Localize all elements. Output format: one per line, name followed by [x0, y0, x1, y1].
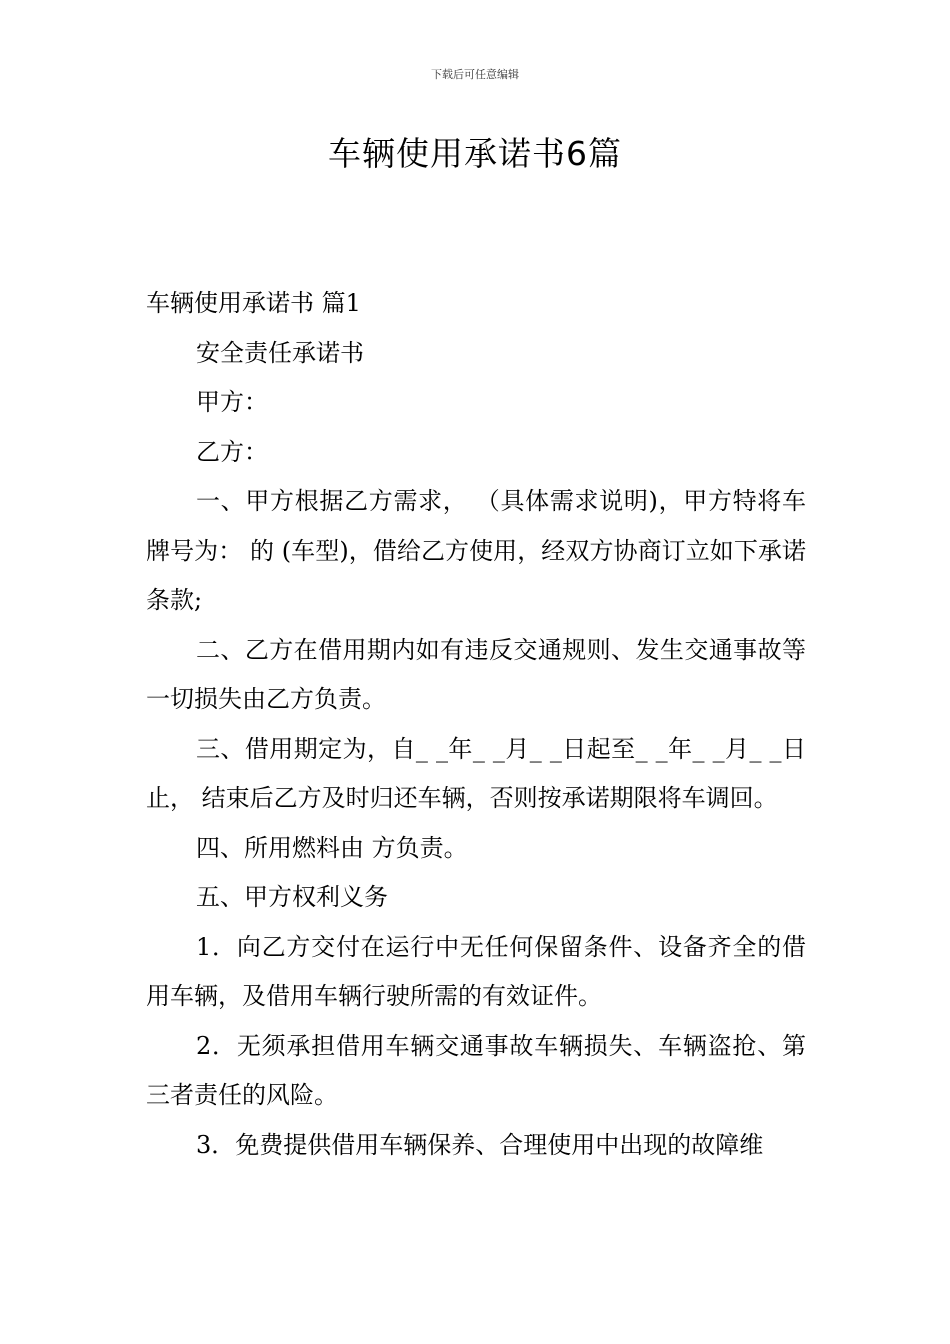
paragraph-clause-3: 三、借用期定为，自_ _年_ _月_ _日起至_ _年_ _月_ _日止， 结束后乙方及时归还车辆，否则按承诺期限将车调回。 [146, 734, 806, 812]
paragraph-clause-1: 一、甲方根据乙方需求， （具体需求说明)，甲方特将车牌号为： 的 (车型)，借给乙方使用，经双方协商订立如下承诺条款; [146, 487, 806, 614]
paragraph-subtitle: 安全责任承诺书 [196, 338, 364, 367]
paragraph-clause-2: 二、乙方在借用期内如有违反交通规则、发生交通事故等一切损失由乙方负责。 [146, 635, 806, 713]
paragraph-clause-4: 四、所用燃料由 方负责。 [196, 833, 468, 862]
paragraph-item-3: 3．免费提供借用车辆保养、合理使用中出现的故障维 [196, 1130, 764, 1159]
paragraph-party-a: 甲方： [196, 388, 268, 416]
document-title: 车辆使用承诺书6篇 [328, 134, 622, 173]
section-heading: 车辆使用承诺书 篇1 [146, 289, 361, 317]
paragraph-clause-5: 五、甲方权利义务 [196, 883, 388, 911]
document-body [146, 279, 806, 1170]
paragraph-item-1: 1．向乙方交付在运行中无任何保留条件、设备齐全的借用车辆，及借用车辆行驶所需的有效证件。 [146, 932, 806, 1010]
paragraph-item-2: 2．无须承担借用车辆交通事故车辆损失、车辆盗抢、第三者责任的风险。 [146, 1031, 806, 1109]
paragraph-party-b: 乙方： [196, 437, 268, 466]
header-note: 下载后可任意编辑 [431, 68, 519, 81]
